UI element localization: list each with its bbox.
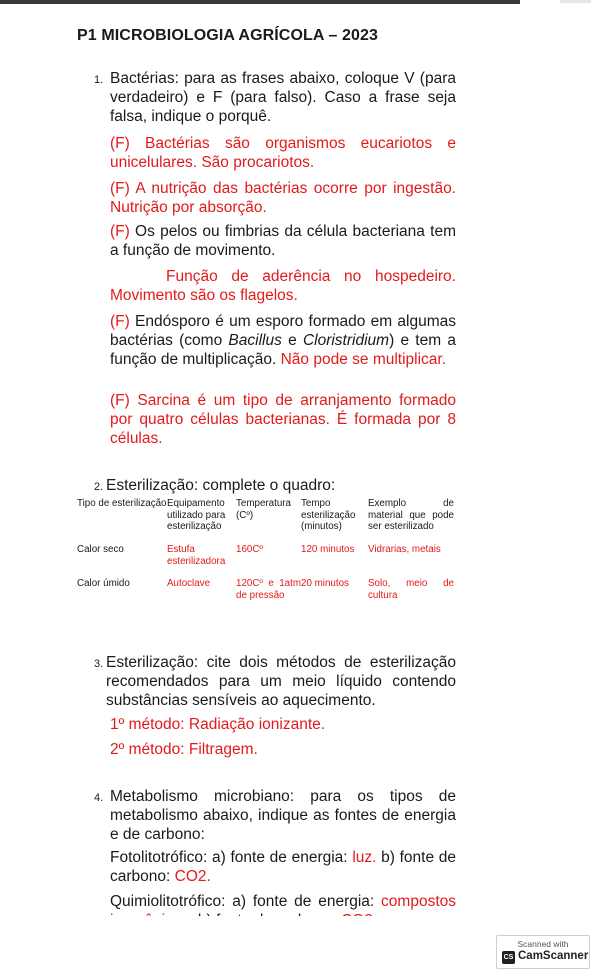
question-3-number: 3. xyxy=(94,658,104,670)
q4-foto-carbon: CO2. xyxy=(174,868,211,885)
badge-caption: Scanned with xyxy=(517,939,569,949)
table-row xyxy=(77,578,454,618)
table-cell: 20 minutos xyxy=(301,578,349,589)
q1-item-4-text-a: Endósporo é um esporo formado em algumas bactérias (como xyxy=(110,313,456,349)
question-2-number: 2. xyxy=(94,481,104,493)
table-cell: Solo, meio de cultura xyxy=(368,578,454,601)
q1-item-5: (F) Sarcina é um tipo de arranjamento formado por quatro células bacterianas. É formada por 8 células. xyxy=(110,392,456,447)
table-cell: Estufa esterilizadora xyxy=(167,544,226,567)
q4-foto-energy: luz. xyxy=(352,849,377,866)
table-header-cell: Tipo de esterilização xyxy=(77,498,167,509)
q1-item-2: (F) A nutrição das bactérias ocorre por ingestão. Nutrição por absorção. xyxy=(110,180,456,216)
camscanner-logo-icon: CS xyxy=(502,951,515,964)
table-header-cell: Temperatura (Cº) xyxy=(236,498,291,521)
camscanner-badge xyxy=(496,935,590,969)
q3-answer-1: 1º método: Radiação ionizante. xyxy=(110,716,326,733)
scan-top-edge-right xyxy=(560,0,591,3)
q1-item-1: (F) Bactérias são organismos eucariotos e unicelulares. São procariotos. xyxy=(110,135,456,171)
q1-item-3-text: Os pelos ou fimbrias da célula bacteriana tem a função de movimento. xyxy=(110,223,456,259)
q1-item-4-clostridium: Cloristridium xyxy=(302,332,390,349)
question-4-prompt: Metabolismo microbiano: para os tipos de metabolismo abaixo, indique as fontes de energia e de carbono: xyxy=(110,788,456,843)
table-row xyxy=(77,544,454,578)
q4-foto-b: b) fonte de carbono: xyxy=(110,849,457,885)
table-cell: 160Cº xyxy=(236,544,263,555)
q1-item-4-text-c: ) e tem a função de multiplicação. xyxy=(110,332,456,368)
table-cell: Autoclave xyxy=(167,578,211,589)
q1-item-4-bacillus: Bacillus xyxy=(228,332,282,349)
table-cell: 120Cº e 1atm de pressão xyxy=(236,578,301,601)
question-1-number: 1. xyxy=(94,74,104,86)
question-2-prompt: Esterilização: complete o quadro: xyxy=(106,477,336,494)
q3-answer-2: 2º método: Filtragem. xyxy=(110,741,258,758)
table-cell: Calor seco xyxy=(77,544,124,555)
q1-item-4 xyxy=(110,312,456,369)
q1-item-3 xyxy=(110,222,456,260)
q4-quimio-label: Quimiolitotrófico: a) fonte de energia: xyxy=(110,893,382,910)
table-cell: Calor úmido xyxy=(77,578,130,589)
scan-top-edge xyxy=(0,0,520,4)
question-1-prompt: Bactérias: para as frases abaixo, coloque V (para verdadeiro) e F (para falso). Caso a frase seja falsa, indique o porquê. xyxy=(110,70,456,125)
page-cutoff xyxy=(0,916,591,934)
question-4-number: 4. xyxy=(94,792,104,804)
table-cell: Vidrarias, metais xyxy=(368,544,441,555)
table-header-row xyxy=(77,498,454,544)
table-cell: 120 minutos xyxy=(301,544,355,555)
q1-item-3-mark: (F) xyxy=(110,223,130,240)
table-header-cell: Exemplo de material que pode ser esterilizado xyxy=(368,498,454,532)
q4-foto-label: Fotolitotrófico: a) fonte de energia: xyxy=(110,849,353,866)
q4-fotolitotrofico xyxy=(110,848,456,886)
q1-item-4-text-b: e xyxy=(281,332,303,349)
q1-item-4-mark: (F) xyxy=(110,313,130,330)
table-header-cell: Equipamento utilizado para esterilização xyxy=(167,498,226,532)
table-header-cell: Tempo esterilização (minutos) xyxy=(301,498,356,532)
badge-name: CamScanner xyxy=(518,950,589,962)
q1-item-3-answer: Função de aderência no hospedeiro. Movimento são os flagelos. xyxy=(110,268,456,304)
q1-item-4-answer: Não pode se multiplicar. xyxy=(280,351,447,368)
question-3-prompt: Esterilização: cite dois métodos de esterilização recomendados para um meio líquido contendo substâncias sensíveis ao aquecimento. xyxy=(106,654,456,709)
q4-quimio-energy: compostos xyxy=(381,893,456,910)
page-title: P1 MICROBIOLOGIA AGRÍCOLA – 2023 xyxy=(77,27,379,44)
sterilization-table xyxy=(77,498,454,618)
